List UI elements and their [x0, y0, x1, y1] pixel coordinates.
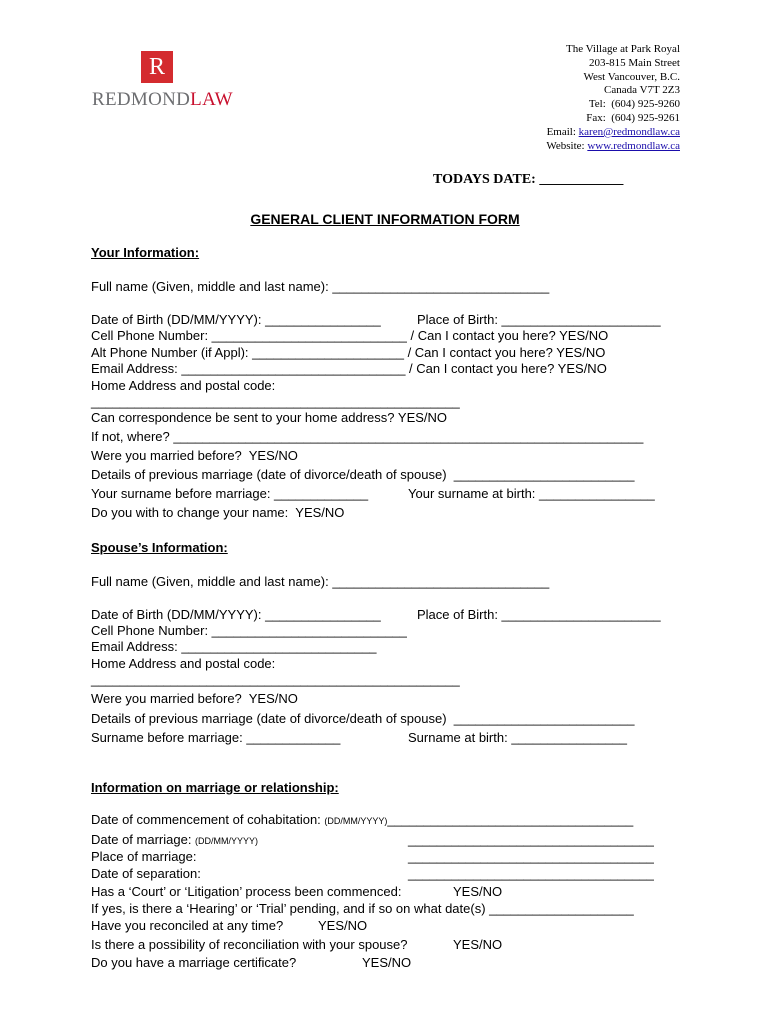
form-title: GENERAL CLIENT INFORMATION FORM — [250, 211, 520, 227]
place-of-marriage-line: __________________________________ — [408, 849, 654, 864]
your-surname-at-birth: Your surname at birth: ________________ — [408, 486, 655, 501]
your-cell-phone-field: Cell Phone Number: ___________________________ / Can I contact you here? YES/NO — [91, 328, 609, 343]
spouse-full-name-field: Full name (Given, middle and last name): ______________________________ — [91, 574, 550, 589]
place-of-marriage-label: Place of marriage: — [91, 849, 197, 864]
address-line: Canada V7T 2Z3 — [604, 84, 680, 97]
spouse-dob-field: Date of Birth (DD/MM/YYYY): ________________ — [91, 607, 381, 622]
hearing-pending-field: If yes, is there a ‘Hearing’ or ‘Trial’ pending, and if so on what date(s) ____________________ — [91, 901, 634, 916]
reconciled-question: Have you reconciled at any time? — [91, 918, 284, 933]
reconciliation-possibility-question: Is there a possibility of reconciliation with your spouse? — [91, 937, 408, 952]
your-home-address-label: Home Address and postal code: — [91, 378, 276, 393]
separation-date-line: __________________________________ — [408, 866, 654, 881]
address-line: The Village at Park Royal — [566, 43, 680, 55]
cohabitation-label: Date of commencement of cohabitation: — [91, 812, 325, 827]
website-link[interactable]: www.redmondlaw.ca — [587, 139, 680, 152]
your-alt-phone-field: Alt Phone Number (if Appl): _____________________ / Can I contact you here? YES/NO — [91, 345, 606, 360]
separation-date-label: Date of separation: — [91, 866, 201, 881]
cohabitation-line: __________________________________ — [387, 812, 634, 827]
spouse-home-address-line: ___________________________________________________ — [91, 672, 460, 687]
your-home-address-line: ___________________________________________________ — [91, 394, 460, 409]
email-label: Email: — [546, 125, 579, 138]
website-label: Website: — [546, 139, 588, 152]
correspondence-question: Can correspondence be sent to your home address? YES/NO — [91, 410, 448, 425]
spouse-surname-before-marriage: Surname before marriage: _____________ — [91, 730, 341, 745]
address-line: 203-815 Main Street — [588, 56, 680, 69]
fax-line: Fax: (604) 925-9261 — [586, 111, 680, 124]
brand-part-2: LAW — [190, 89, 233, 110]
court-process-answer: YES/NO — [453, 884, 503, 899]
spouse-previous-marriage-details: Details of previous marriage (date of divorce/death of spouse) _________________________ — [91, 711, 635, 726]
firm-logo-wordmark — [92, 89, 233, 111]
spouse-cell-phone-field: Cell Phone Number: ___________________________ — [91, 623, 407, 638]
email-line — [546, 126, 680, 140]
your-dob-field: Date of Birth (DD/MM/YYYY): ________________ — [91, 312, 381, 327]
your-full-name-field: Full name (Given, middle and last name): ______________________________ — [91, 279, 550, 294]
firm-logo-mark: R — [141, 51, 173, 83]
if-not-where-field: If not, where? _________________________________________________________________ — [91, 429, 644, 444]
court-process-question: Has a ‘Court’ or ‘Litigation’ process been commenced: — [91, 884, 402, 899]
your-married-before-question: Were you married before? YES/NO — [91, 448, 298, 463]
change-name-question: Do you with to change your name: YES/NO — [91, 505, 345, 520]
marriage-certificate-question: Do you have a marriage certificate? — [91, 955, 297, 970]
spouse-place-of-birth-field: Place of Birth: ______________________ — [417, 607, 661, 622]
spouse-home-address-label: Home Address and postal code: — [91, 656, 276, 671]
spouse-information-heading: Spouse’s Information: — [91, 540, 228, 555]
your-previous-marriage-details: Details of previous marriage (date of divorce/death of spouse) _________________________ — [91, 467, 635, 482]
address-line: West Vancouver, B.C. — [583, 70, 680, 83]
reconciliation-possibility-answer: YES/NO — [453, 937, 503, 952]
todays-date-field: TODAYS DATE: ____________ — [433, 172, 624, 187]
marriage-certificate-answer: YES/NO — [362, 955, 412, 970]
marriage-date-format: (DD/MM/YYYY) — [195, 836, 259, 846]
your-information-heading: Your Information: — [91, 245, 200, 260]
cohabitation-date-field — [91, 812, 633, 827]
spouse-email-field: Email Address: ___________________________ — [91, 639, 377, 654]
phone-line: Tel: (604) 925-9260 — [588, 98, 680, 111]
brand-part-1: REDMOND — [92, 89, 191, 110]
spouse-surname-at-birth: Surname at birth: ________________ — [408, 730, 628, 745]
website-line — [546, 140, 680, 154]
reconciled-answer: YES/NO — [318, 918, 368, 933]
spouse-married-before-question: Were you married before? YES/NO — [91, 691, 298, 706]
your-surname-before-marriage: Your surname before marriage: _____________ — [91, 486, 369, 501]
firm-address-block — [546, 43, 680, 153]
marriage-date-text: Date of marriage: — [91, 832, 196, 847]
email-link[interactable]: karen@redmondlaw.ca — [578, 125, 680, 138]
marriage-date-label — [91, 832, 258, 847]
cohabitation-format: (DD/MM/YYYY) — [324, 816, 388, 826]
your-email-field: Email Address: _______________________________ / Can I contact you here? YES/NO — [91, 361, 607, 376]
marriage-date-line: __________________________________ — [408, 832, 654, 847]
marriage-information-heading: Information on marriage or relationship: — [91, 780, 339, 795]
your-place-of-birth-field: Place of Birth: ______________________ — [417, 312, 661, 327]
